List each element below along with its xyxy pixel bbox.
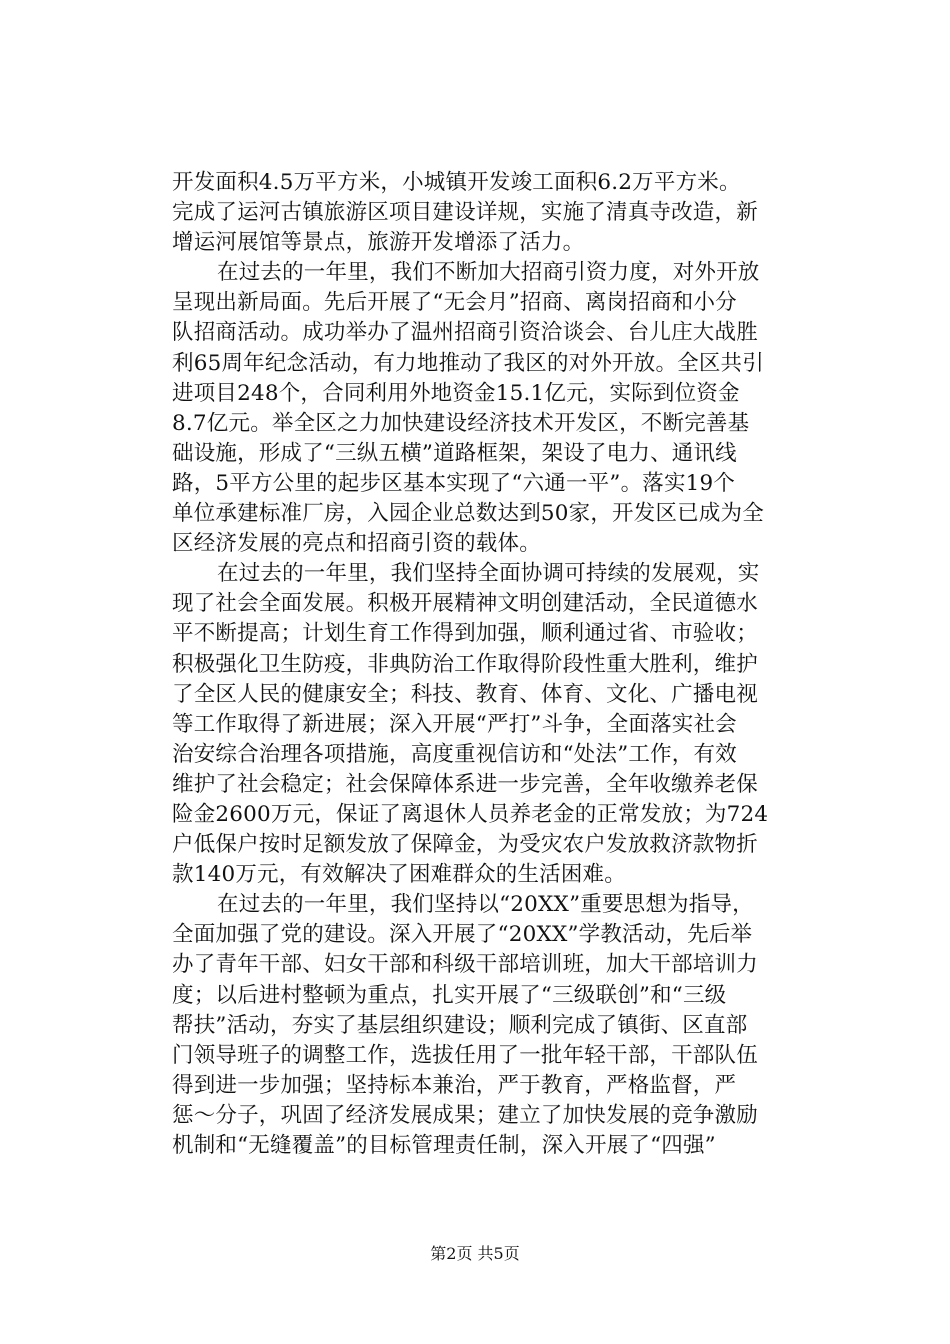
text-line: 积极强化卫生防疫，非典防治工作取得阶段性重大胜利，维护: [172, 651, 758, 677]
paragraph: [172, 559, 798, 890]
text-line: 利65周年纪念活动，有力地推动了我区的对外开放。全区共引: [172, 350, 764, 376]
text-line: 维护了社会稳定；社会保障体系进一步完善，全年收缴养老保: [172, 771, 758, 797]
text-line: 路，5平方公里的起步区基本实现了“六通一平”。落实19个: [172, 470, 736, 496]
text-line: 完成了运河古镇旅游区项目建设详规，实施了清真寺改造，新: [172, 200, 758, 226]
text-line: 在过去的一年里，我们坚持全面协调可持续的发展观，实: [217, 561, 760, 587]
text-line: 户低保户按时足额发放了保障金，为受灾农户发放救济款物折: [172, 832, 758, 858]
text-line: 全面加强了党的建设。深入开展了“20XX”学教活动，先后举: [172, 922, 753, 948]
text-line: 呈现出新局面。先后开展了“无会月”招商、离岗招商和小分: [172, 290, 737, 316]
text-line: 增运河展馆等景点，旅游开发增添了活力。: [172, 230, 585, 256]
text-line: 进项目248个，合同利用外地资金15.1亿元，实际到位资金: [172, 380, 740, 406]
text-line: 在过去的一年里，我们不断加大招商引资力度，对外开放: [217, 260, 760, 286]
text-line: 开发面积4.5万平方米，小城镇开发竣工面积6.2万平方米。: [172, 170, 741, 195]
text-line: 治安综合治理各项措施，高度重视信访和“处法”工作，有效: [172, 741, 737, 767]
text-line: 得到进一步加强；坚持标本兼治，严于教育，严格监督，严: [172, 1072, 737, 1098]
text-line: 单位承建标准厂房，入园企业总数达到50家，开发区已成为全: [172, 501, 764, 527]
text-line: 险金2600万元，保证了离退休人员养老金的正常发放；为724: [172, 801, 769, 827]
text-line: 惩～分子，巩固了经济发展成果；建立了加快发展的竞争激励: [172, 1102, 758, 1128]
text-line: 平不断提高；计划生育工作得到加强，顺利通过省、市验收；: [172, 621, 758, 647]
page-footer: [0, 1244, 950, 1264]
text-line: 等工作取得了新进展；深入开展“严打”斗争，全面落实社会: [172, 711, 737, 737]
text-line: 了全区人民的健康安全；科技、教育、体育、文化、广播电视: [172, 681, 758, 707]
text-line: 在过去的一年里，我们坚持以“20XX”重要思想为指导，: [217, 892, 754, 918]
text-line: 办了青年干部、妇女干部和科级干部培训班，加大干部培训力: [172, 952, 758, 978]
text-line: 机制和“无缝覆盖”的目标管理责任制，深入开展了“四强”: [172, 1133, 716, 1158]
paragraph: [172, 168, 798, 258]
paragraph: [172, 258, 798, 559]
text-line: 门领导班子的调整工作，选拔任用了一批年轻干部，干部队伍: [172, 1042, 758, 1068]
paragraph: [172, 890, 798, 1161]
text-line: 区经济发展的亮点和招商引资的载体。: [172, 531, 541, 557]
text-line: 础设施，形成了“三纵五横”道路框架，架设了电力、通讯线: [172, 440, 737, 466]
page-number: 第2页 共5页: [430, 1244, 520, 1263]
text-line: 度；以后进村整顿为重点，扎实开展了“三级联创”和“三级: [172, 982, 727, 1008]
document-body: [172, 168, 798, 1161]
text-line: 款140万元，有效解决了困难群众的生活困难。: [172, 862, 626, 888]
text-line: 8.7亿元。举全区之力加快建设经济技术开发区，不断完善基: [172, 410, 750, 436]
text-line: 队招商活动。成功举办了温州招商引资洽谈会、台儿庄大战胜: [172, 320, 758, 346]
text-line: 帮扶”活动，夯实了基层组织建设；顺利完成了镇街、区直部: [172, 1012, 748, 1038]
text-line: 现了社会全面发展。积极开展精神文明创建活动，全民道德水: [172, 591, 758, 617]
